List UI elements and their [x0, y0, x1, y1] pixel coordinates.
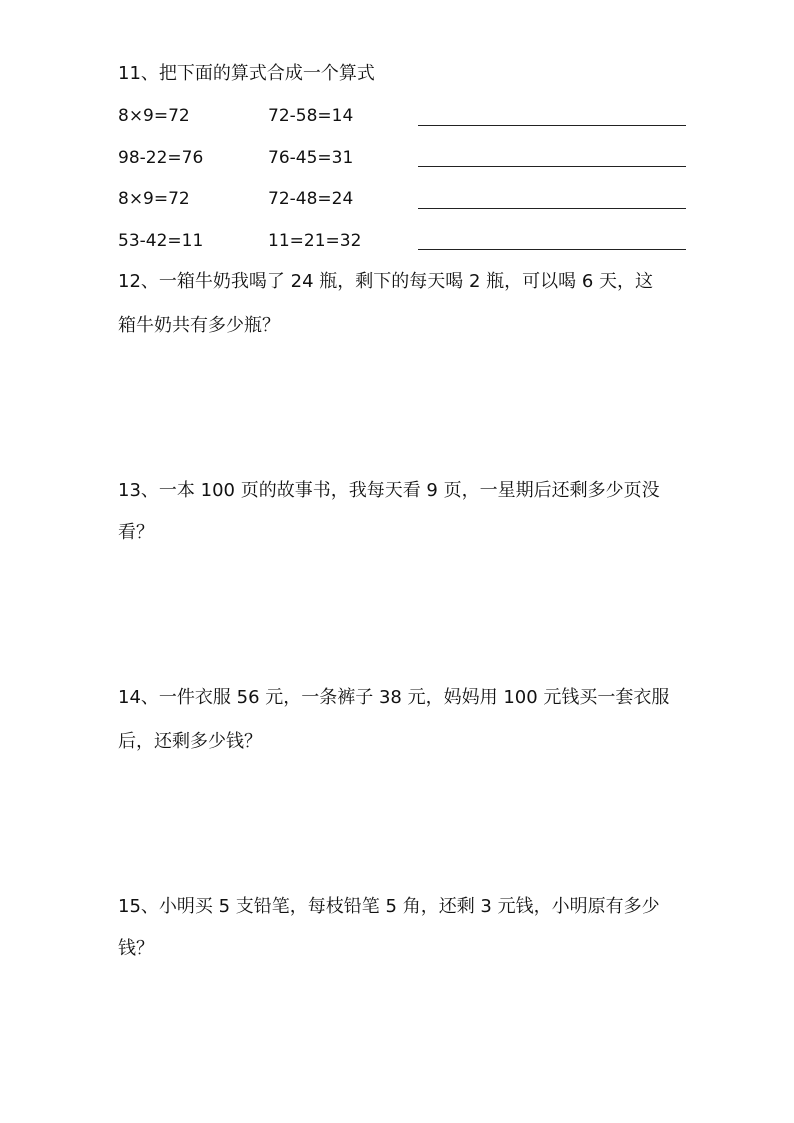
question-15-line2: 钱？: [118, 938, 154, 959]
q11-row3-right: 72-48=24: [268, 189, 354, 209]
q11-row3-answer-line[interactable]: [418, 208, 686, 209]
q11-row1-right: 72-58=14: [268, 106, 354, 126]
q11-row4-left: 53-42=11: [118, 231, 204, 251]
question-13-line1: 13、一本 100 页的故事书，我每天看 9 页，一星期后还剩多少页没: [118, 480, 660, 501]
question-12-line2: 箱牛奶共有多少瓶？: [118, 315, 280, 336]
question-14-line2: 后，还剩多少钱？: [118, 731, 262, 752]
question-11-title: 11、把下面的算式合成一个算式: [118, 63, 375, 84]
q11-row2-right: 76-45=31: [268, 148, 354, 168]
question-15-line1: 15、小明买 5 支铅笔，每枝铅笔 5 角，还剩 3 元钱，小明原有多少: [118, 896, 660, 917]
q11-row1-answer-line[interactable]: [418, 125, 686, 126]
q11-row2-answer-line[interactable]: [418, 166, 686, 167]
question-13-line2: 看？: [118, 522, 154, 543]
q11-row3-left: 8×9=72: [118, 189, 190, 209]
question-12-line1: 12、一箱牛奶我喝了 24 瓶，剩下的每天喝 2 瓶，可以喝 6 天，这: [118, 271, 654, 292]
q11-row1-left: 8×9=72: [118, 106, 190, 126]
question-14-line1: 14、一件衣服 56 元，一条裤子 38 元，妈妈用 100 元钱买一套衣服: [118, 687, 670, 708]
q11-row4-answer-line[interactable]: [418, 249, 686, 250]
q11-row2-left: 98-22=76: [118, 148, 204, 168]
q11-row4-right: 11=21=32: [268, 231, 362, 251]
